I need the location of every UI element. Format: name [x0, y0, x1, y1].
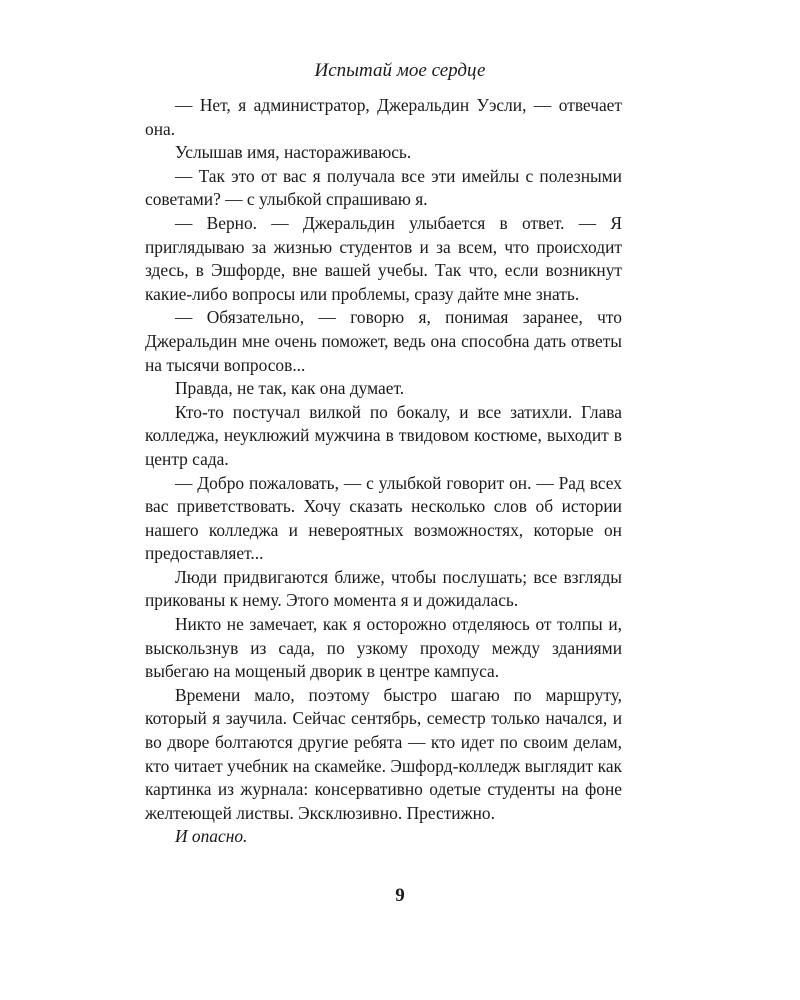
- paragraph: Услышав имя, настораживаюсь.: [175, 142, 412, 163]
- paragraph: Правда, не так, как она думает.: [175, 378, 405, 399]
- paragraph-italic: И опасно.: [175, 826, 248, 847]
- page-number: 9: [395, 885, 405, 906]
- paragraph: — Добро пожаловать, — с улыбкой говорит он. — Рад всех вас приветствовать. Хочу сказать несколько слов об истории нашего колледжа и невероятных возможностях, которые он предоставляет...: [145, 472, 622, 564]
- paragraph: — Нет, я администратор, Джеральдин Уэсли, — отвечает она.: [145, 95, 622, 139]
- paragraph: — Верно. — Джеральдин улыбается в ответ. — Я приглядываю за жизнью студентов и за всем, что происходит здесь, в Эшфорде, вне вашей учебы. Так что, если возникнут какие-либо вопросы или проблемы, сразу дайте мне знать.: [145, 212, 622, 304]
- paragraph: Люди придвигаются ближе, чтобы послушать; все взгляды прикованы к нему. Этого момента я и дожидалась.: [145, 566, 622, 611]
- paragraph: Времени мало, поэтому быстро шагаю по маршруту, который я заучила. Сейчас сентябрь, семестр только начался, и во дворе болтаются другие ребята — кто идет по своим делам, кто читает учебник на скамейке. Эшфорд-колледж выглядит как картинка из журнала: консервативно одетые студенты на фоне желтеющей листвы. Эксклюзивно. Престижно.: [145, 684, 622, 823]
- body-text: [145, 94, 622, 849]
- paragraph: — Так это от вас я получала все эти имейлы с полезными советами? — с улыбкой спрашиваю я.: [145, 165, 622, 210]
- paragraph: — Обязательно, — говорю я, понимая заранее, что Джеральдин мне очень поможет, ведь она способна дать ответы на тысячи вопросов...: [145, 307, 622, 375]
- running-header-title: Испытай мое сердце: [314, 60, 486, 81]
- paragraph: Никто не замечает, как я осторожно отделяюсь от толпы и, выскользнув из сада, по узкому проходу между зданиями выбегаю на мощеный дворик в центре кампуса.: [145, 614, 622, 682]
- paragraph: Кто-то постучал вилкой по бокалу, и все затихли. Глава колледжа, неуклюжий мужчина в твидовом костюме, выходит в центр сада.: [145, 401, 622, 469]
